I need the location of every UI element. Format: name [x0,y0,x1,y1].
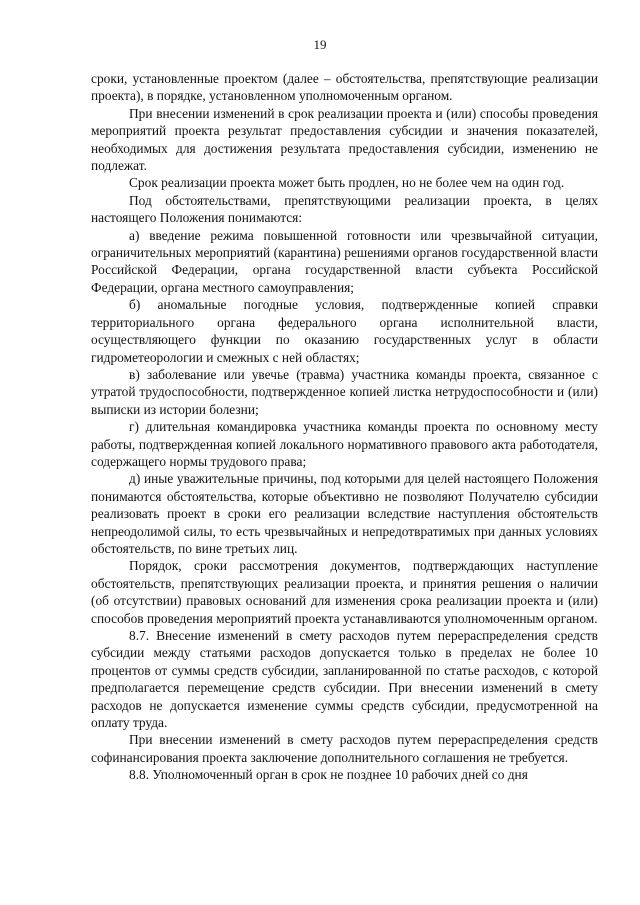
paragraph-8-8: 8.8. Уполномоченный орган в срок не позднее 10 рабочих дней со дня [129,767,528,783]
paragraph-8-7: 8.7. Внесение изменений в смету расходов путем перераспределения средств субсидии между статьями расходов допускается только в пределах не более 10 процентов от суммы средств субсидии, запланированной по статье расходов, с которой предполагается перемещение средств субсидии. При внесении изменений в смету расходов не допускается изменение суммы средств субсидии, предусмотренной на оплату труда. [91,628,598,731]
paragraph-procedure: Порядок, сроки рассмотрения документов, подтверждающих наступление обстоятельств, препятствующих реализации проекта, и принятия решения о наличии (об отсутствии) правовых оснований для изменения срока реализации проекта и (или) способов проведения мероприятий проекта устанавливаются уполномоченным органом. [91,558,598,626]
paragraph-changes-not-subject: При внесении изменений в срок реализации проекта и (или) способы проведения мероприятий проекта результат предоставления субсидии и значения показателей, необходимых для достижения результата предоставления субсидии, изменению не подлежат. [91,105,598,174]
list-item-g: г) длительная командировка участника команды проекта по основному месту работы, подтвержденная копией локального нормативного правового акта работодателя, содержащего нормы трудового права; [91,419,598,469]
paragraph-continuation: сроки, установленные проектом (далее – обстоятельства, препятствующие реализации проекта), в порядке, установленном уполномоченным органом. [91,71,598,104]
paragraph-extension-term: Срок реализации проекта может быть продлен, но не более чем на один год. [129,175,565,191]
page-number: 19 [313,37,327,52]
list-item-d: д) иные уважительные причины, под которыми для целей настоящего Положения понимаются обстоятельства, которые объективно не позволяют Получателю субсидии реализовать проект в сроки его реализации вследствие наступления обстоятельств непреодолимой силы, то есть чрезвычайных и непредотвратимых при данных условиях обстоятельств, по вине третьих лиц. [91,471,598,556]
list-item-b: б) аномальные погодные условия, подтвержденные копией справки территориального органа федерального органа исполнительной власти, осуществляющего функции по оказанию государственных услуг в области гидрометеорологии и смежных с ней областях; [91,297,598,365]
list-item-a: а) введение режима повышенной готовности или чрезвычайной ситуации, ограничительных мероприятий (карантина) решениями органов государственной власти Российской Федерации, органа государственной власти субъекта Российской Федерации, органа местного самоуправления; [91,227,598,295]
paragraph-circumstances-intro: Под обстоятельствами, препятствующими реализации проекта, в целях настоящего Положения понимаются: [91,192,598,226]
paragraph-cofinancing: При внесении изменений в смету расходов путем перераспределения средств софинансирования проекта заключение дополнительного соглашения не требуется. [91,732,598,765]
document-body [91,70,598,784]
list-item-v: в) заболевание или увечье (травма) участника команды проекта, связанное с утратой трудоспособности, подтвержденное копией листка нетрудоспособности и (или) выписки из истории болезни; [91,366,598,417]
